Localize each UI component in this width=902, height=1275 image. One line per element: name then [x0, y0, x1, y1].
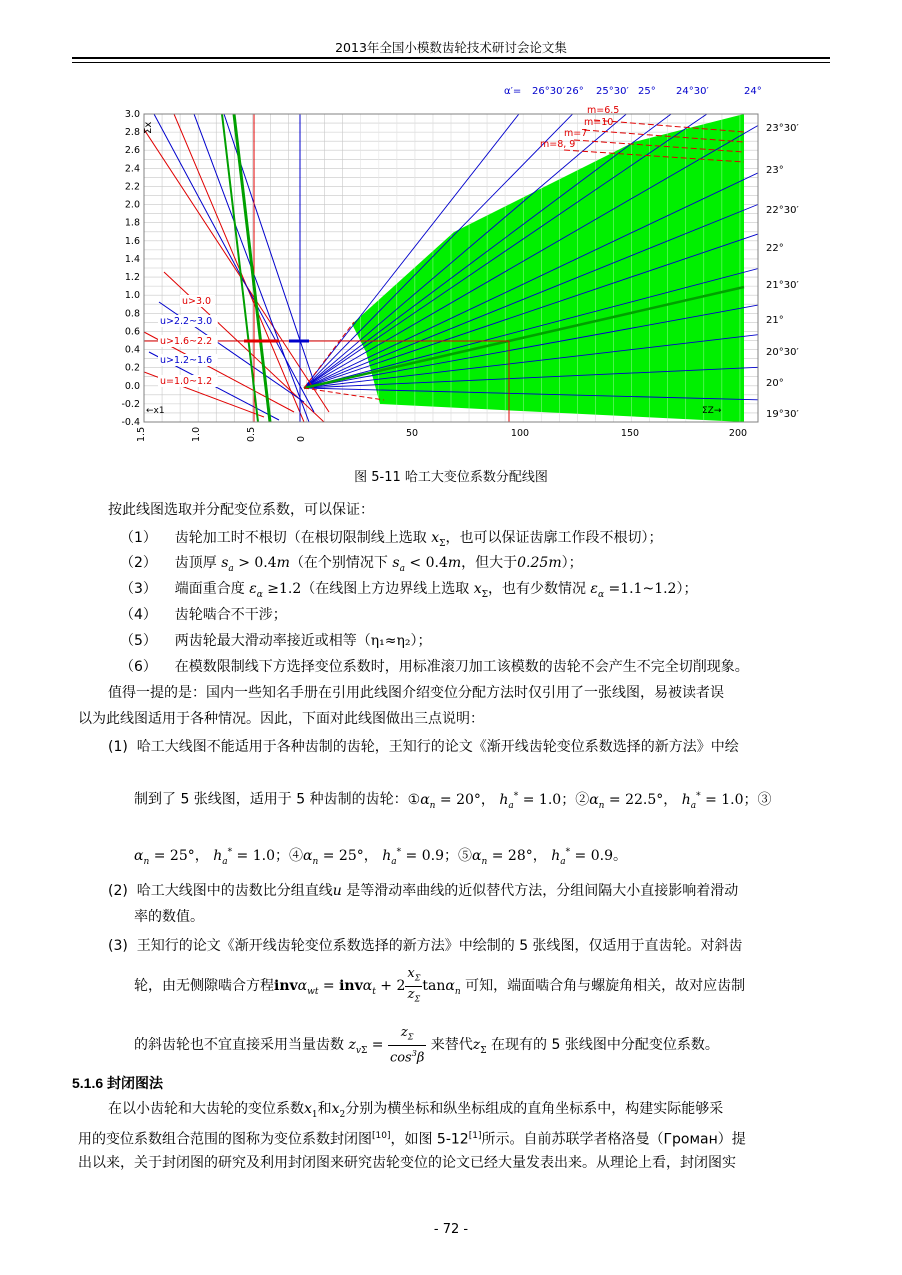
item-4-num: （4）	[120, 607, 157, 623]
section-p2-a: 用的变位系数组合范围的图称为变位系数封闭图	[78, 1131, 372, 1148]
u-label: u>2.2~3.0	[160, 316, 213, 327]
item-2-num: （2）	[120, 555, 157, 571]
item-1: （1） 齿轮加工时不根切（在根切限制线上选取 $x_\Sigma$，也可以保证齿廓工作段不根切）；	[120, 530, 663, 549]
y-tick-label: 0.4	[124, 344, 140, 356]
module-label: m=7	[564, 128, 588, 139]
system-5-ha: 0.9	[590, 847, 613, 864]
y-tick-label: 3.0	[124, 109, 140, 120]
figure-caption: 图 5-11 哈工大变位系数分配线图	[354, 470, 548, 485]
y-axis-label: Σx	[143, 121, 154, 134]
alpha-top-label: 25°30′	[596, 86, 629, 97]
u-label: u>1.2~1.6	[160, 355, 213, 366]
point-3-text-d: 来替代	[430, 1036, 473, 1053]
section-p2-c: 所示。自前苏联学者格洛曼（Громан）提	[481, 1131, 746, 1148]
point-3-text-a: 轮，由无侧隙啮合方程	[134, 978, 274, 995]
point-2-line-2: 率的数值。	[134, 909, 204, 925]
system-5-alpha: 28°	[507, 847, 533, 864]
point-2-line-1	[108, 881, 738, 901]
m025-value: 0.25m	[517, 555, 562, 571]
intro-text: 按此线图选取并分配变位系数，可以保证：	[108, 502, 374, 518]
point-2-num: (2)	[108, 883, 128, 899]
system-4-alpha: 25°	[338, 847, 364, 864]
y-tick-label: 2.6	[124, 145, 140, 157]
point-1-text-1: 哈工大线图不能适用于各种齿制的齿轮，王知行的论文《渐开线齿轮变位系数选择的新方法》中绘	[136, 739, 739, 755]
y-tick-label: 0.2	[124, 362, 140, 374]
sa-symbol-2: s	[392, 555, 400, 571]
y-tick-labels	[121, 109, 140, 428]
point-2-text-b: 是等滑动率曲线的近似替代方法，分组间隔大小直接影响着滑动	[346, 883, 739, 899]
point-3-text-b: 可知，端面啮合角与螺旋角相关，故对应齿制	[465, 978, 746, 995]
y-tick-label: 2.4	[124, 163, 140, 175]
module-label: m=10	[584, 117, 614, 128]
system-2-mark: ②	[575, 791, 590, 808]
y-tick-label: 1.2	[124, 272, 140, 284]
point-1-text-2: 制到了 5 张线图，适用于 5 种齿制的齿轮：	[134, 791, 408, 808]
item-6-text: 在模数限制线下方选择变位系数时，用标准滚刀加工该模数的齿轮不会产生不完全切削现象。	[174, 659, 749, 675]
header-rule-thin	[72, 62, 830, 63]
u-label: u>3.0	[182, 296, 212, 307]
alpha-top-label: 25°	[638, 86, 656, 97]
y-tick-label: 2.8	[124, 127, 140, 139]
y-tick-label: 1.4	[124, 253, 140, 265]
item-1-num: （1）	[120, 530, 157, 546]
item-3: （3） 端面重合度 $\varepsilon_\alpha \ge 1.2$（在线图上方边界线上选取 $x_\Sigma$，也有少数情况 $\varepsilon_\alpha$ =1.1~1.2）；	[120, 581, 698, 600]
y-tick-label: 2.0	[124, 199, 140, 211]
sa-symbol: s	[221, 555, 229, 571]
point-3-line-3: 的斜齿轮也不宜直接采用当量齿数 $z_{v\Sigma}$ = $\frac{z_\Sigma}{\cos^3\beta}$ 来替代$z_\Sigma$ 在现有的 5 张线图中分配变位系数。	[134, 1025, 719, 1065]
alpha-right-label: 22°30′	[766, 205, 799, 216]
system-3-mark: ③	[757, 791, 772, 808]
point-3-text-e: 在现有的 5 张线图中分配变位系数。	[491, 1036, 719, 1053]
system-2-alpha: 22.5°	[625, 791, 664, 808]
alpha-right-label: 21°	[766, 315, 784, 326]
x-sigma-symbol: x	[431, 530, 440, 546]
x-right-tick-label: 50	[405, 428, 419, 439]
y-tick-label: 0.0	[124, 380, 140, 392]
system-1-mark: ①	[407, 791, 421, 808]
system-2-ha: 1.0	[721, 791, 744, 808]
alpha-top-label: 24°	[744, 86, 762, 97]
item-6	[120, 657, 749, 677]
point-2-text-a: 哈工大线图中的齿数比分组直线	[136, 883, 333, 899]
point-3-text-c: 的斜齿轮也不宜直接采用当量齿数	[134, 1036, 344, 1053]
eta-relation: η₁≈η₂	[370, 633, 411, 649]
item-3-text-a: 端面重合度	[174, 581, 245, 597]
item-1-text-a: 齿轮加工时不根切（在根切限制线上选取	[174, 530, 427, 546]
item-5-text-a: 两齿轮最大滑动率接近或相等（	[174, 633, 371, 649]
section-p2-b: ，如图 5-12	[390, 1131, 469, 1148]
x-right-tick-label: 150	[620, 428, 640, 439]
item-2-text-d: ）；	[561, 555, 583, 571]
point-1-line-2: 制到了 5 张线图，适用于 5 种齿制的齿轮：$①\alpha_n = 20^\circ$， $h_a^* = 1.0$；$②\alpha_n = 22.5^\circ$， $h_a^* = 1.0$；③	[134, 791, 772, 811]
item-3-text-b: （在线图上方边界线上选取	[301, 581, 470, 597]
eps-range-value: =1.1~1.2	[608, 581, 677, 597]
x-right-tick-label: 200	[728, 428, 748, 439]
point-1-line-1	[108, 737, 739, 757]
alpha-right-label: 20°30′	[766, 347, 799, 358]
item-3-text-c: ，也有少数情况	[487, 581, 586, 597]
point-3-num: (3)	[108, 938, 128, 954]
module-label: m=6.5	[587, 105, 620, 116]
alpha-top-label: 26°30′	[532, 86, 565, 97]
page-number: - 72 -	[433, 1222, 469, 1237]
alpha-right-label: 20°	[766, 378, 784, 389]
item-5	[120, 631, 431, 651]
x-right-tick-labels	[406, 428, 747, 439]
item-2: （2） 齿顶厚 $s_a > 0.4m$（在个别情况下 $s_a < 0.4m$，但大于0.25m）；	[120, 555, 583, 574]
y-tick-label: -0.4	[121, 417, 140, 428]
system-5-mark: ⑤	[458, 847, 472, 864]
running-header: 2013年全国小模数齿轮技术研讨会论文集	[335, 40, 567, 55]
x-left-tick-labels	[136, 427, 307, 442]
x-left-tick-label: 0.5	[246, 426, 257, 442]
section-p1-b: 和	[317, 1101, 332, 1117]
note-line-1: 值得一提的是：国内一些知名手册在引用此线图介绍变位分配方法时仅引用了一张线图，易被读者误	[108, 685, 724, 701]
alpha-prime-label: α′=	[504, 86, 522, 97]
y-tick-label: 0.8	[124, 308, 140, 320]
section-title: 5.1.6 封闭图法	[72, 1075, 164, 1091]
alpha-right-label: 21°30′	[766, 280, 799, 291]
module-label: m=8, 9	[540, 139, 576, 150]
system-3-ha: 1.0	[252, 847, 275, 864]
alpha-right-label: 23°30′	[766, 123, 799, 134]
section-para-line-2	[78, 1126, 746, 1150]
alpha-top-labels	[532, 86, 762, 97]
y-tick-label: 1.0	[124, 290, 140, 302]
x-right-tick-label: 100	[510, 428, 530, 439]
y-tick-label: -0.2	[121, 398, 140, 410]
alpha-top-label: 26°	[566, 86, 584, 97]
item-3-num: （3）	[120, 581, 157, 597]
point-3-line-1	[108, 936, 743, 956]
y-tick-label: 0.6	[124, 326, 140, 338]
section-p1-c: 分别为横坐标和纵坐标组成的直角坐标系中，构建实际能够采	[345, 1101, 724, 1117]
item-4-text: 齿轮啮合不干涉；	[174, 607, 287, 623]
u-symbol: u	[332, 883, 342, 899]
zsum-label: ΣZ→	[702, 406, 722, 416]
item-4	[120, 605, 287, 625]
u-label: u=1.0~1.2	[160, 376, 213, 387]
ref-10[interactable]: [10]	[372, 1131, 391, 1141]
point-3-text-1: 王知行的论文《渐开线齿轮变位系数选择的新方法》中绘制的 5 张线图，仅适用于直齿轮。对斜齿	[136, 938, 743, 954]
ref-1[interactable]: [1]	[468, 1131, 482, 1141]
system-4-mark: ④	[289, 847, 303, 864]
system-1-alpha: 20°	[456, 791, 481, 808]
figure-5-11	[104, 82, 804, 450]
system-4-ha: 0.9	[421, 847, 444, 864]
item-1-text-b: ，也可以保证齿廓工作段不根切）；	[445, 530, 663, 546]
section-p1-a: 在以小齿轮和大齿轮的变位系数	[108, 1101, 304, 1117]
item-5-num: （5）	[120, 633, 157, 649]
eps-ge-value: ≥1.2	[267, 581, 302, 597]
section-para-line-1: 在以小齿轮和大齿轮的变位系数$x_1$和$x_2$分别为横坐标和纵坐标组成的直角坐标系中，构建实际能够采	[108, 1101, 724, 1120]
x1-label: ←x1	[146, 406, 165, 416]
section-para-line-3: 出以来，关于封闭图的研究及利用封闭图来研究齿轮变位的论文已经大量发表出来。从理论上看，封闭图实	[78, 1155, 736, 1171]
y-tick-label: 2.2	[124, 181, 140, 193]
x-left-tick-label: 1.0	[191, 426, 202, 442]
item-6-num: （6）	[120, 659, 157, 675]
alpha-right-label: 22°	[766, 243, 784, 254]
system-1-ha: 1.0	[538, 791, 562, 808]
point-3-line-2: 轮，由无侧隙啮合方程invα$_{wt}$ = invα$_t$ + 2 $\frac{x_\Sigma}{z_\Sigma}$ tanα$_n$ 可知，端面啮合角与螺旋角相关，故对应齿制	[134, 966, 746, 1004]
point-1-num: (1)	[108, 739, 128, 755]
header-rule-thick	[72, 57, 830, 59]
item-2-text-a: 齿顶厚	[174, 555, 217, 571]
alpha-right-label: 23°	[766, 165, 784, 176]
y-tick-label: 1.8	[124, 217, 140, 229]
note-line-2: 以为此线图适用于各种情况。因此，下面对此线图做出三点说明：	[78, 711, 484, 727]
alpha-top-label: 24°30′	[676, 86, 709, 97]
alpha-right-labels	[766, 123, 799, 420]
x-left-tick-label: 0	[296, 435, 307, 442]
item-2-text-b: （在个别情况下	[289, 555, 388, 571]
u-label: u>1.6~2.2	[160, 336, 213, 347]
y-tick-label: 1.6	[124, 235, 140, 247]
nomogram-chart	[104, 82, 804, 450]
item-3-text-d: ）；	[676, 581, 698, 597]
item-5-text-b: ）；	[410, 633, 432, 649]
alpha-right-label: 19°30′	[766, 409, 799, 420]
x-left-tick-label: 1.5	[136, 426, 147, 442]
item-2-text-c: ，但大于	[461, 555, 518, 571]
point-1-line-3: $\alpha_n = 25^\circ$， $h_a^* = 1.0$；$④\alpha_n = 25^\circ$， $h_a^* = 0.9$；$⑤\alpha_n = 28^\circ$， $h_a^* = 0.9$。	[134, 847, 627, 867]
system-3-alpha: 25°	[169, 847, 195, 864]
